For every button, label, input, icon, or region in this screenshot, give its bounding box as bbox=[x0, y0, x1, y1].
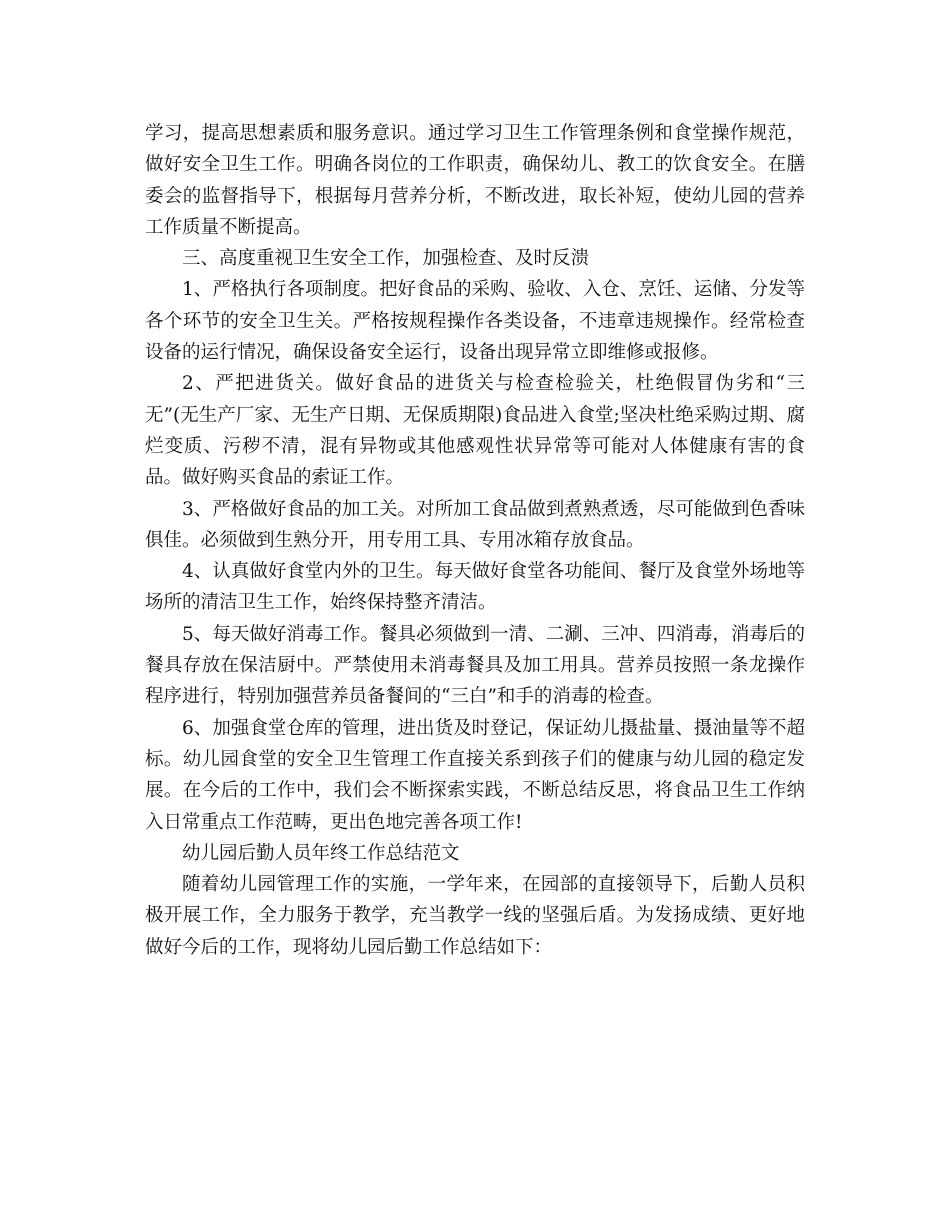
paragraph-item-4: 4、认真做好食堂内外的卫生。每天做好食堂各功能间、餐厅及食堂外场地等场所的清洁卫生工作，始终保持整齐清洁。 bbox=[145, 561, 805, 614]
paragraph-item-3: 3、严格做好食品的加工关。对所加工食品做到煮熟煮透，尽可能做到色香味俱佳。必须做到生熟分开，用专用工具、专用冰箱存放食品。 bbox=[145, 498, 805, 551]
paragraph-item-5: 5、每天做好消毒工作。餐具必须做到一清、二涮、三冲、四消毒，消毒后的餐具存放在保洁厨中。严禁使用未消毒餐具及加工用具。营养员按照一条龙操作程序进行，特别加强营养员备餐间的“三白”和手的消毒的检查。 bbox=[145, 623, 805, 708]
paragraph-intro: 学习，提高思想素质和服务意识。通过学习卫生工作管理条例和食堂操作规范，做好安全卫生工作。明确各岗位的工作职责，确保幼儿、教工的饮食安全。在膳委会的监督指导下，根据每月营养分析，不断改进，取长补短，使幼儿园的营养工作质量不断提高。 bbox=[145, 123, 805, 238]
document-page bbox=[145, 118, 805, 963]
article-title: 幼儿园后勤人员年终工作总结范文 bbox=[182, 842, 460, 864]
paragraph-item-1: 1、严格执行各项制度。把好食品的采购、验收、入仓、烹饪、运储、分发等各个环节的安全卫生关。严格按规程操作各类设备，不违章违规操作。经常检查设备的运行情况，确保设备安全运行，设备出现异常立即维修或报修。 bbox=[145, 279, 805, 364]
paragraph-article-intro: 随着幼儿园管理工作的实施，一学年来，在园部的直接领导下，后勤人员积极开展工作，全力服务于教学，充当教学一线的坚强后盾。为发扬成绩、更好地做好今后的工作，现将幼儿园后勤工作总结如下： bbox=[145, 874, 805, 958]
paragraph-item-2: 2、严把进货关。做好食品的进货关与检查检验关，杜绝假冒伪劣和“三无”(无生产厂家、无生产日期、无保质期限)食品进入食堂;坚决杜绝采购过期、腐烂变质、污秽不清，混有异物或其他感观性状异常等可能对人体健康有害的食品。做好购买食品的索证工作。 bbox=[145, 373, 805, 489]
paragraph-item-6: 6、加强食堂仓库的管理，进出货及时登记，保证幼儿摄盐量、摄油量等不超标。幼儿园食堂的安全卫生管理工作直接关系到孩子们的健康与幼儿园的稳定发展。在今后的工作中，我们会不断探索实践，不断总结反思，将食品卫生工作纳入日常重点工作范畴，更出色地完善各项工作! bbox=[145, 717, 805, 833]
section-heading-3: 三、高度重视卫生安全工作，加强检查、及时反溃 bbox=[182, 248, 590, 270]
